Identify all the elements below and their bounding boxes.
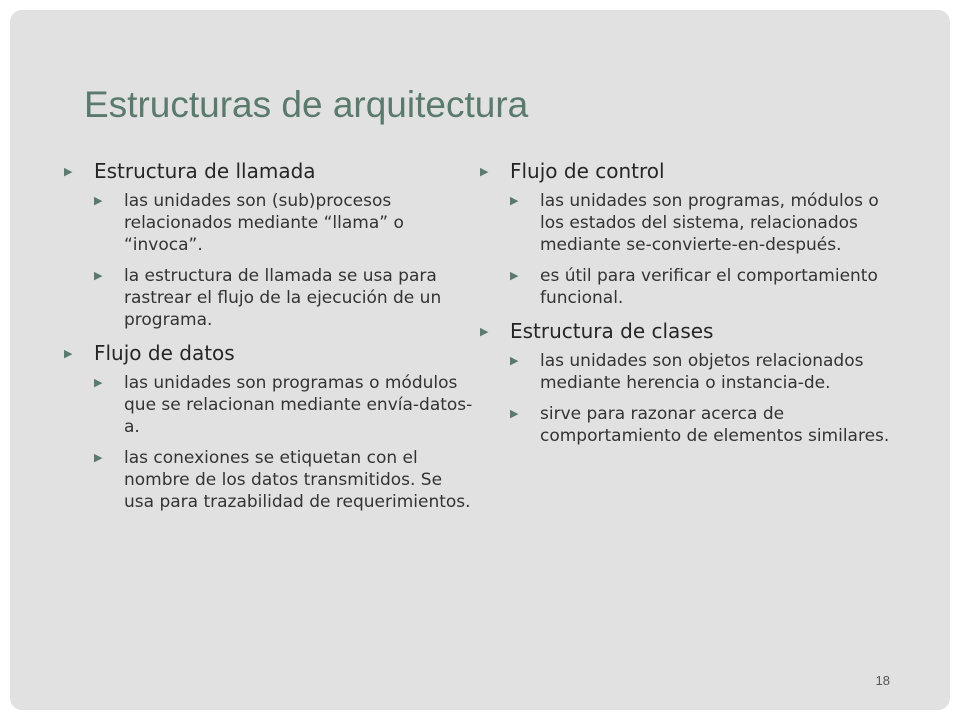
triangle-bullet-icon: ▶ — [64, 165, 73, 178]
sub-bullet — [94, 265, 476, 331]
sub-bullet-text: las unidades son programas o módulos que se relacionan mediante envía-datos-a. — [124, 373, 473, 437]
list-item — [480, 318, 890, 447]
slide — [10, 10, 950, 710]
sub-bullet-text: sirve para razonar acerca de comportamiento de elementos similares. — [540, 404, 890, 446]
list-item — [480, 158, 890, 309]
right-column — [480, 158, 890, 456]
sub-bullet-text: las conexiones se etiquetan con el nombre de los datos transmitidos. Se usa para trazabilidad de requerimientos. — [124, 448, 471, 512]
sub-bullet — [94, 447, 476, 513]
triangle-bullet-icon: ▶ — [510, 407, 519, 420]
triangle-bullet-icon: ▶ — [94, 376, 103, 389]
triangle-bullet-icon: ▶ — [94, 269, 103, 282]
sub-bullet-text: las unidades son programas, módulos o los estados del sistema, relacionados mediante se-convierte-en-después. — [540, 191, 879, 255]
list-item — [64, 340, 476, 513]
sub-list — [64, 190, 476, 331]
triangle-bullet-icon: ▶ — [480, 165, 489, 178]
triangle-bullet-icon: ▶ — [510, 194, 519, 207]
heading-text: Flujo de control — [510, 159, 665, 183]
sub-bullet-text: es útil para verificar el comportamiento funcional. — [540, 266, 878, 308]
sub-bullet — [94, 190, 476, 256]
triangle-bullet-icon: ▶ — [94, 194, 103, 207]
sub-bullet — [510, 190, 890, 256]
bullet-heading — [64, 340, 476, 366]
triangle-bullet-icon: ▶ — [480, 325, 489, 338]
sub-list — [480, 190, 890, 309]
sub-bullet-text: la estructura de llamada se usa para rastrear el flujo de la ejecución de un programa. — [124, 266, 442, 330]
page-number: 18 — [875, 673, 890, 688]
heading-text: Flujo de datos — [94, 341, 235, 365]
triangle-bullet-icon: ▶ — [94, 451, 103, 464]
bullet-heading — [480, 318, 890, 344]
bullet-heading — [64, 158, 476, 184]
list-item — [64, 158, 476, 331]
slide-title: Estructuras de arquitectura — [84, 84, 529, 125]
left-column — [64, 158, 476, 522]
bullet-heading — [480, 158, 890, 184]
sub-bullet-text: las unidades son (sub)procesos relacionados mediante “llama” o “invoca”. — [124, 191, 404, 255]
sub-list — [64, 372, 476, 513]
heading-text: Estructura de llamada — [94, 159, 316, 183]
sub-bullet — [510, 350, 890, 394]
triangle-bullet-icon: ▶ — [510, 354, 519, 367]
triangle-bullet-icon: ▶ — [510, 269, 519, 282]
heading-text: Estructura de clases — [510, 319, 714, 343]
sub-bullet-text: las unidades son objetos relacionados mediante herencia o instancia-de. — [540, 351, 864, 393]
sub-bullet — [510, 403, 890, 447]
sub-bullet — [94, 372, 476, 438]
sub-list — [480, 350, 890, 447]
sub-bullet — [510, 265, 890, 309]
triangle-bullet-icon: ▶ — [64, 347, 73, 360]
